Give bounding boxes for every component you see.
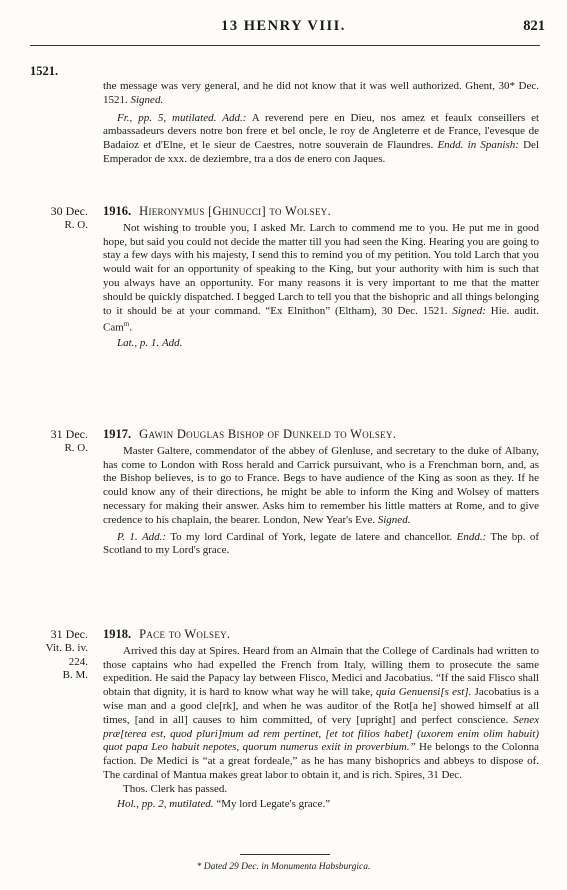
entry-note: P. 1. Add.: To my lord Cardinal of York, legate de latere and chancellor. Endd.: The bp. of Scotland to my Lord's grace. [103,530,539,557]
signed-mark: Signed. [130,93,164,106]
entry-note: Lat., p. 1. Add. [117,336,183,349]
entry-heading [103,428,539,442]
header-rule [30,45,540,46]
entry-number: 1917. [103,427,132,441]
entry-title: Gawin Douglas Bishop of Dunkeld to Wolsey. [139,427,397,441]
entry-ref: 224. [68,655,88,668]
entry-title: Pace to Wolsey. [139,627,231,641]
footnote: * Dated 29 Dec. in Monumenta Habsburgica. [196,862,371,872]
entry-postscript: Thos. Clerk has passed. [123,782,228,795]
footnote-rule [240,854,330,855]
entry-margin [28,428,88,456]
running-header [0,18,567,40]
entry-ref: Vit. B. iv. [45,641,88,654]
entry-title: Hieronymus [Ghinucci] to Wolsey. [139,204,332,218]
entry-margin [28,205,88,233]
entry-heading [103,628,539,642]
entry-body: Master Galtere, commendator of the abbey of Glenluse, and secretary to the duke of Albany, has come to London with Ross herald and Carrick pursuivant, who is a Frenchman born, and, as the Bishop believes, is to go to France. Begs to have audience of the King as soon as they. If he could know any of their directions, he might be able to inform the King and Wolsey of matters necessary for making their answer. Asks him to remember his little matters at Rome, and to give credence to his chaplain, the bearer. London, New Year's Eve. Signed. [103,444,539,526]
continuation-text [103,80,539,167]
entry-date: 31 Dec. [50,427,88,441]
entry-note: Hol., pp. 2, mutilated. “My lord Legate's grace.” [117,797,331,810]
entry-margin [28,628,88,683]
page-number: 821 [523,18,545,34]
entry-date: 31 Dec. [50,627,88,641]
continuation-paragraph: the message was very general, and he did not know that it was well authorized. Ghent, 30* Dec. 1521. Signed. [103,80,539,106]
year-margin: 1521. [30,64,59,78]
entry-body: Not wishing to trouble you, I asked Mr. Larch to commend me to you. He put me in good hope, but said you could not decide the matter till you had seen the King. Hearing you are going to stay a few days with his majesty, I send this to remind you of my petition. You told Larch that you would wait for an opportunity of speaking to the King, but your authority with him is such that you always have an opportunity. For many reasons it is very important to me that the matter should be quickly dispatched. I begged Larch to tell you that the bishopric and all things belonging to it should be at your command. “Ex Elnithon” (Eltham), 30 Dec. 1521. Signed: Hie. audit. Cam$^m$. [103,221,539,335]
entry-heading [103,205,539,219]
entry-number: 1918. [103,627,132,641]
entry-body: Arrived this day at Spires. Heard from an Almain that the College of Cardinals had written to those captains who had expelled the French from Italy, willing them to prosecute the same expedition. He said the Papacy lay between Flisco, Medici and Jacobatius. “If the said Flisco shall obtain that dignity, it is hard to know what way he will take, quia Genuensi[s est]. Jacobatius is a wise man and a good cle[rk], and when he was auditor of the Rot[a he] showed himself at all times, [and in all] causes to him committed, of very [upright] and perfect conscience. Senex præ[terea est, quod pluri]mum ad rem pertinet, [et tot filios habet] (uxorem enim olim habuit) quot papa Leo habuit nepotes, quorum numerus exiit in proverbium.” He belongs to the Colonna faction. De Medici is “at a great fordeale,” as he has many bishoprics and abbeys to dispose of. The cardinal of Mantua makes great labor to obtain it, and is rich. Spires, 31 Dec. [103,644,539,781]
entry-number: 1916. [103,204,132,218]
entry-date: 30 Dec. [50,204,88,218]
entry-ref: B. M. [62,669,88,682]
entry-ref: R. O. [64,218,88,231]
continuation-note: Fr., pp. 5, mutilated. Add.: A reverend pere en Dieu, nos amez et feaulx conseillers et ambassadeurs devers notre bon frere et bel oncle, le roy de Angleterre et de France, l'evesque de Badaioz et d'Elne, et le sieur de Caestres, notre souverain de Flaundres. Endd. in Spanish: Del Emperador de xxx. de deziembre, tra a dos de enero con Jaques. [103,111,540,165]
entry-ref: R. O. [64,441,88,454]
running-title: 13 HENRY VIII. [221,18,346,34]
